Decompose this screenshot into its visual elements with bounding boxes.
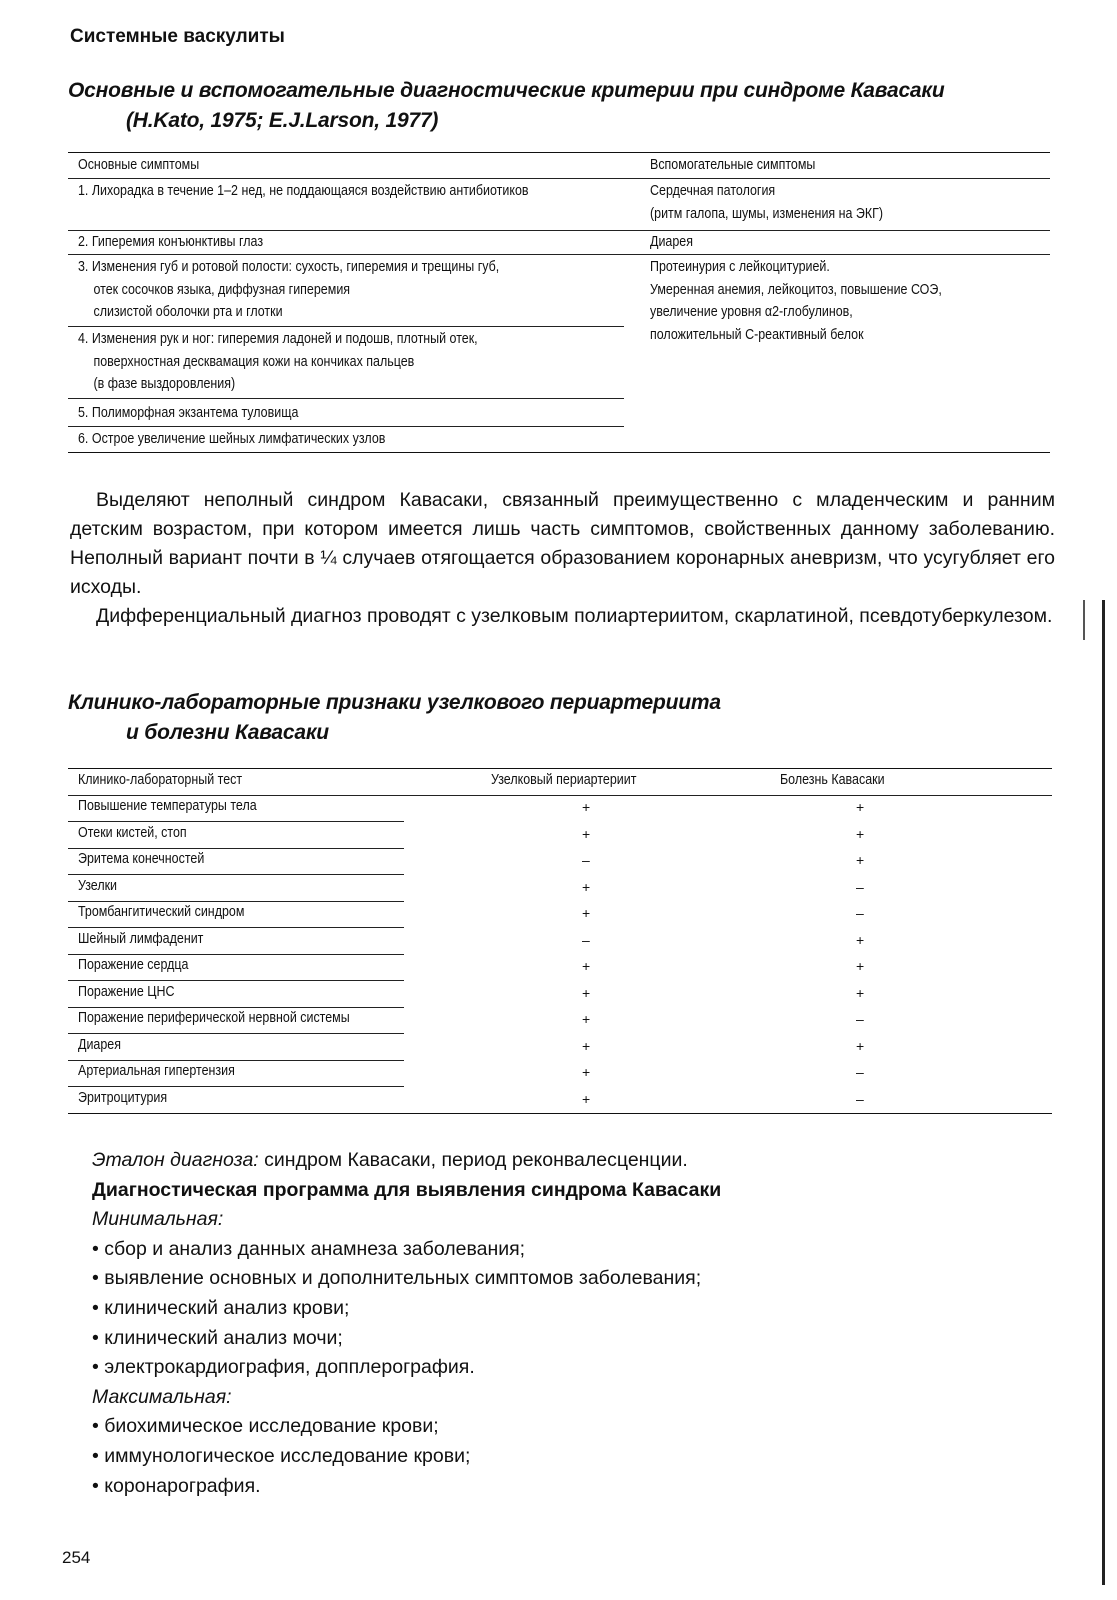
polyarteritis-value: + bbox=[582, 878, 591, 895]
table-rule bbox=[68, 254, 1050, 255]
paragraph-incomplete-kawasaki: Выделяют неполный синдром Кавасаки, связанный преимущественно с младенческим и ранним детским возрастом, при котором имеется лишь часть симптомов, свойственных данному заболеванию. Неполный вариант почти в ¼ случаев отягощается образованием коронарных аневризм, что усугубляет его исходы. bbox=[70, 489, 1055, 598]
comparison-table bbox=[68, 768, 1052, 1128]
minimal-item: • сбор и анализ данных анамнеза заболевания; bbox=[92, 1237, 526, 1260]
table1-title-line2: (H.Kato, 1975; E.J.Larson, 1977) bbox=[126, 109, 439, 132]
polyarteritis-value: + bbox=[582, 799, 591, 815]
maximal-item: • биохимическое исследование крови; bbox=[92, 1415, 439, 1438]
kawasaki-value: – bbox=[856, 1064, 864, 1080]
polyarteritis-value: + bbox=[582, 1037, 591, 1054]
minimal-item: • выявление основных и дополнительных симптомов заболевания; bbox=[92, 1267, 702, 1290]
page-number: 254 bbox=[62, 1548, 91, 1567]
aux-symptom-3: Протеинурия с лейкоцитурией. Умеренная анемия, лейкоцитоз, повышение СОЭ, увеличение уровня α2-глобулинов, положительный С-реактивный белок bbox=[650, 259, 942, 343]
kawasaki-value: + bbox=[856, 799, 865, 815]
row-test-name: Повышение температуры тела bbox=[78, 798, 257, 814]
header-kawasaki: Болезнь Кавасаки bbox=[780, 772, 885, 788]
row-test-name: Узелки bbox=[78, 877, 118, 894]
row-test-name: Поражение сердца bbox=[78, 957, 189, 973]
polyarteritis-value: – bbox=[582, 852, 590, 868]
row-test-name: Поражение периферической нервной системы bbox=[78, 1010, 350, 1026]
main-symptom-1: 1. Лихорадка в течение 1–2 нед, не поддающаяся воздействию антибиотиков bbox=[78, 183, 529, 199]
main-symptom-4: 4. Изменения рук и ног: гиперемия ладоней и подошв, плотный отек, поверхностная десквамация кожи на кончиках пальцев (в фазе выздоровления) bbox=[78, 331, 478, 392]
row-test-name: Эритема конечностей bbox=[78, 851, 205, 867]
polyarteritis-value: – bbox=[582, 931, 590, 948]
table1-title-line1: Основные и вспомогательные диагностические критерии при синдроме Кавасаки bbox=[68, 79, 945, 102]
kawasaki-value: + bbox=[856, 958, 865, 974]
aux-symptom-2: Диарея bbox=[650, 234, 693, 250]
polyarteritis-value: + bbox=[582, 825, 591, 842]
table-rule bbox=[68, 452, 1050, 453]
table-row bbox=[68, 875, 1052, 902]
kawasaki-value: + bbox=[856, 931, 865, 948]
table-rule bbox=[68, 398, 624, 399]
header-polyarteritis: Узелковый периартериит bbox=[491, 772, 637, 788]
row-test-name: Диарея bbox=[78, 1036, 121, 1053]
diagnosis-label: Эталон диагноза: bbox=[92, 1149, 259, 1171]
kawasaki-value: – bbox=[856, 1090, 864, 1107]
diagnosis-standard bbox=[92, 1146, 721, 1176]
main-symptom-5: 5. Полиморфная экзантема туловища bbox=[78, 405, 299, 421]
polyarteritis-value: + bbox=[582, 958, 591, 974]
table-row bbox=[68, 848, 1052, 875]
table-row bbox=[68, 822, 1052, 849]
main-symptom-6: 6. Острое увеличение шейных лимфатических узлов bbox=[78, 431, 386, 447]
table-rule bbox=[68, 326, 624, 327]
table-row bbox=[68, 1034, 1052, 1061]
table2-title bbox=[68, 688, 721, 748]
maximal-item: • коронарография. bbox=[92, 1474, 261, 1497]
table-row bbox=[68, 795, 1052, 822]
col-header-aux: Вспомогательные симптомы bbox=[650, 157, 816, 173]
scan-edge-line bbox=[1102, 600, 1105, 1585]
table-row bbox=[68, 901, 1052, 928]
kawasaki-value: – bbox=[856, 878, 864, 895]
table2-title-line1: Клинико-лабораторные признаки узелкового периартериита bbox=[68, 691, 721, 714]
maximal-item: • иммунологическое исследование крови; bbox=[92, 1444, 471, 1467]
table-row bbox=[68, 1007, 1052, 1034]
running-header: Системные васкулиты bbox=[70, 26, 285, 47]
comparison-table-header bbox=[68, 769, 1052, 796]
kawasaki-value: + bbox=[856, 852, 865, 868]
table2-title-line2: и болезни Кавасаки bbox=[126, 721, 329, 744]
polyarteritis-value: + bbox=[582, 1090, 591, 1107]
table-rule bbox=[68, 152, 1050, 153]
row-test-name: Отеки кистей, стоп bbox=[78, 824, 187, 841]
row-test-name: Поражение ЦНС bbox=[78, 983, 175, 1000]
diagnosis-text: синдром Кавасаки, период реконвалесценции. bbox=[258, 1149, 688, 1171]
col-header-main: Основные симптомы bbox=[78, 157, 200, 173]
table-row bbox=[68, 1087, 1052, 1114]
polyarteritis-value: + bbox=[582, 905, 591, 921]
row-test-name: Тромбангитический синдром bbox=[78, 904, 245, 920]
program-heading: Диагностическая программа для выявления синдрома Кавасаки bbox=[92, 1178, 722, 1201]
paragraph-differential-diagnosis: Дифференциальный диагноз проводят с узелковым полиартериитом, скарлатиной, псевдотуберкулезом. bbox=[96, 605, 1053, 627]
main-symptom-2: 2. Гиперемия конъюнктивы глаз bbox=[78, 234, 264, 250]
polyarteritis-value: + bbox=[582, 984, 591, 1001]
row-test-name: Шейный лимфаденит bbox=[78, 930, 204, 947]
polyarteritis-value: + bbox=[582, 1064, 591, 1080]
kawasaki-value: + bbox=[856, 825, 865, 842]
table-rule bbox=[68, 178, 1050, 179]
minimal-item: • клинический анализ мочи; bbox=[92, 1326, 343, 1349]
kawasaki-value: + bbox=[856, 1037, 865, 1054]
table-row bbox=[68, 954, 1052, 981]
table-row bbox=[68, 981, 1052, 1008]
scan-mark bbox=[1083, 600, 1085, 640]
table-row bbox=[68, 1060, 1052, 1087]
maximal-label: Максимальная: bbox=[92, 1385, 232, 1408]
header-test: Клинико-лабораторный тест bbox=[78, 772, 243, 788]
kawasaki-value: – bbox=[856, 1011, 864, 1027]
table-row bbox=[68, 928, 1052, 955]
diagnostic-program bbox=[92, 1146, 721, 1501]
minimal-item: • клинический анализ крови; bbox=[92, 1296, 350, 1319]
minimal-item: • электрокардиография, допплерография. bbox=[92, 1356, 475, 1379]
table-rule bbox=[68, 1113, 1052, 1114]
row-test-name: Эритроцитурия bbox=[78, 1089, 168, 1106]
kawasaki-value: – bbox=[856, 905, 864, 921]
main-symptom-3: 3. Изменения губ и ротовой полости: сухость, гиперемия и трещины губ, отек сосочков языка, диффузная гиперемия слизистой оболочки рта и глотки bbox=[78, 259, 500, 320]
table-rule bbox=[68, 426, 624, 427]
kawasaki-value: + bbox=[856, 984, 865, 1001]
polyarteritis-value: + bbox=[582, 1011, 591, 1027]
criteria-table bbox=[68, 152, 1050, 462]
aux-symptom-1: Сердечная патология (ритм галопа, шумы, изменения на ЭКГ) bbox=[650, 183, 884, 222]
table1-title bbox=[68, 76, 945, 136]
row-test-name: Артериальная гипертензия bbox=[78, 1063, 235, 1079]
minimal-label: Минимальная: bbox=[92, 1208, 224, 1231]
